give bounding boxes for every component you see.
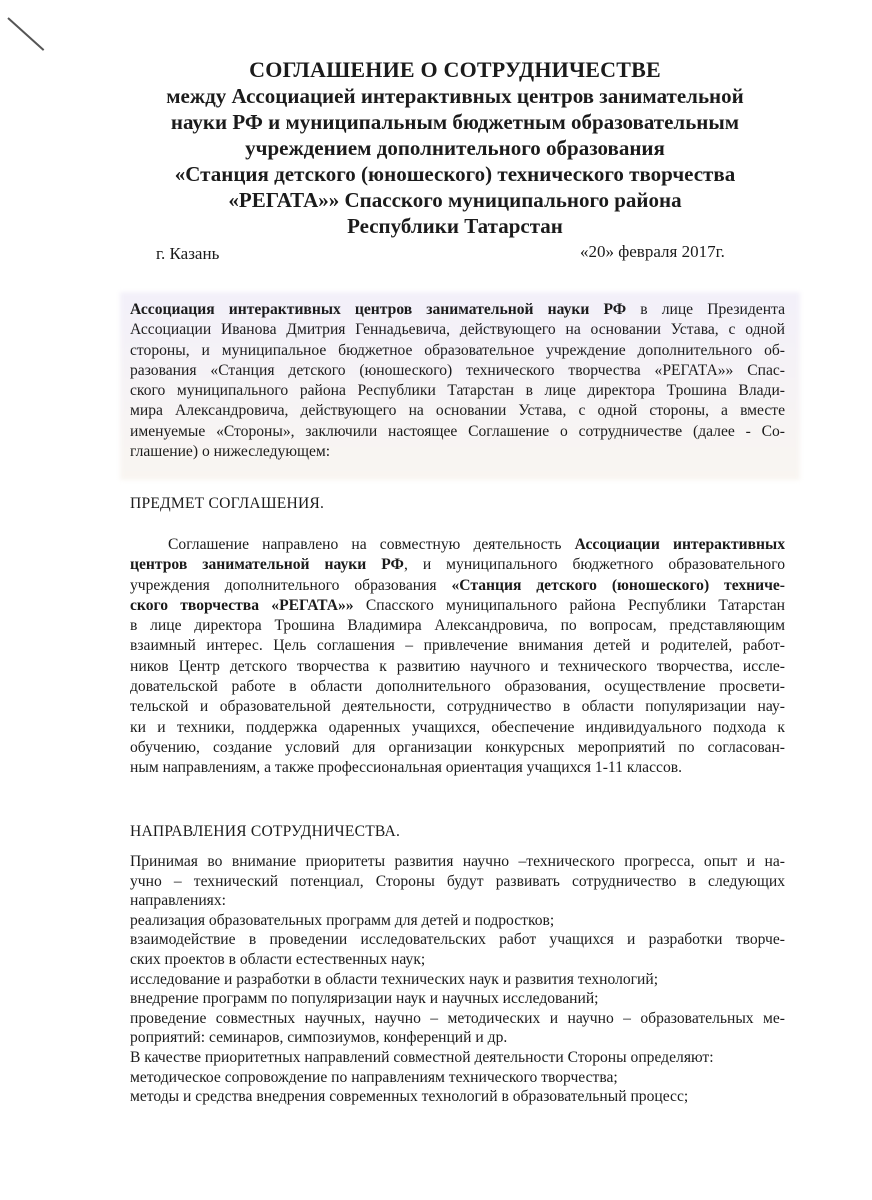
subject-line-8: довательской работе в области дополнительного образования, осуществление просвети- — [130, 678, 785, 696]
directions-line-10: роприятий: семинаров, симпозиумов, конференций и др. — [130, 1029, 508, 1047]
subject-line-5: в лице директора Трошина Владимира Александровича, по вопросам, представляющим — [130, 617, 785, 635]
directions-line-8: внедрение программ по популяризации наук и научных исследований; — [130, 990, 599, 1008]
subject-line-1-bold: Ассоциации интерактивных — [574, 536, 785, 553]
date: «20» февраля 2017г. — [580, 242, 725, 261]
directions-paragraph — [130, 852, 785, 1107]
title-line-6: Республики Татарстан — [347, 214, 563, 238]
subject-line-1 — [130, 535, 785, 555]
subject-line-3-bold: «Станция детского (юношеского) техниче- — [451, 576, 785, 594]
intro-line-8: глашение) о нижеследующем: — [130, 443, 331, 461]
intro-paragraph — [130, 300, 785, 462]
subject-line-4-bold: ского творчества «РЕГАТА»» — [130, 596, 354, 614]
place: г. Казань — [156, 244, 220, 263]
title-line-1: между Ассоциацией интерактивных центров занимательной — [166, 84, 744, 108]
association-name: Ассоциация интерактивных центров занимательной науки РФ — [130, 301, 627, 318]
title-line-5: «РЕГАТА»» Спасского муниципального района — [228, 188, 682, 212]
intro-line-5: ского муниципального района Республики Татарстан в лице директора Трошина Влади- — [130, 382, 785, 400]
title-main: СОГЛАШЕНИЕ О СОТРУДНИЧЕСТВЕ — [249, 57, 661, 82]
directions-line-6: ских проектов в области естественных наук; — [130, 950, 426, 968]
subject-line-12: ным направлениям, а также профессиональная ориентация учащихся 1-11 классов. — [130, 759, 683, 777]
intro-line-6: мира Александровича, действующего на основании Устава, с одной стороны, а вместе — [130, 402, 785, 420]
subject-paragraph — [130, 535, 785, 779]
title-line-2: науки РФ и муниципальным бюджетным образовательным — [170, 110, 740, 134]
intro-line-1 — [130, 300, 785, 320]
title-line-4: «Станция детского (юношеского) технического творчества — [174, 162, 736, 186]
directions-line-4: реализация образовательных программ для детей и подростков; — [130, 911, 555, 929]
subject-line-7: ников Центр детского творчества к развитию научного и технического творчества, иссле- — [130, 657, 785, 675]
intro-line-2: Ассоциации Иванова Дмитрия Геннадьевича, действующего на основании Устава, с одной — [130, 321, 785, 339]
directions-line-13: методы и средства внедрения современных технологий в образовательный процесс; — [130, 1088, 689, 1106]
document-title — [110, 57, 800, 239]
subject-line-4-text: Спасского муниципального района Республики Татарстан — [353, 596, 785, 614]
subject-line-10: ки и техники, поддержка одаренных учащихся, обеспечение индивидуального подхода к — [130, 718, 785, 736]
directions-line-1: Принимая во внимание приоритеты развития научно –технического прогресса, опыт и на- — [130, 853, 785, 870]
subject-line-3 — [130, 576, 785, 596]
subject-line-4 — [130, 596, 785, 616]
subject-line-6: взаимный интерес. Цель соглашения – привлечение внимания детей и родителей, работ- — [130, 637, 785, 655]
directions-line-11: В качестве приоритетных направлений совместной деятельности Стороны определяют: — [130, 1048, 714, 1066]
directions-line-3: направлениях: — [130, 892, 226, 910]
subject-line-2-text: , и муниципального бюджетного образовательного — [403, 556, 785, 574]
intro-line-1-rest: в лице Президента — [626, 301, 785, 318]
directions-line-7: исследование и разработки в области технических наук и развития технологий; — [130, 970, 659, 988]
subject-line-2-bold: центров занимательной науки РФ — [130, 556, 404, 574]
subject-line-1-text: Соглашение направлено на совместную деятельность — [168, 536, 575, 553]
section-heading-directions: НАПРАВЛЕНИЯ СОТРУДНИЧЕСТВА. — [130, 823, 401, 840]
directions-line-5: взаимодействие в проведении исследовательских работ учащихся и разработки творче- — [130, 931, 785, 949]
section-heading-subject: ПРЕДМЕТ СОГЛАШЕНИЯ. — [130, 495, 325, 512]
intro-line-7: именуемые «Стороны», заключили настоящее Соглашение о сотрудничестве (далее - Со- — [130, 422, 785, 440]
directions-line-9: проведение совместных научных, научно – методических и научно – образовательных ме- — [130, 1009, 785, 1027]
intro-line-4: разования «Станция детского (юношеского) технического творчества «РЕГАТА»» Спас- — [130, 361, 785, 379]
directions-line-2: учно – технический потенциал, Стороны будут развивать сотрудничество в следующих — [130, 872, 785, 890]
title-line-3: учреждением дополнительного образования — [245, 136, 665, 160]
directions-line-12: методическое сопровождение по направлениям технического творчества; — [130, 1068, 618, 1086]
intro-line-3: стороны, и муниципальное бюджетное образовательное учреждение дополнительного об- — [130, 341, 785, 359]
subject-line-9: тельской и образовательной деятельности, сотрудничество в области популяризации нау- — [130, 698, 785, 716]
subject-line-2 — [130, 555, 785, 575]
subject-line-11: обучению, создание условий для организации конкурсных мероприятий по согласован- — [130, 738, 785, 756]
subject-line-3-text: учреждения дополнительного образования — [130, 576, 452, 594]
